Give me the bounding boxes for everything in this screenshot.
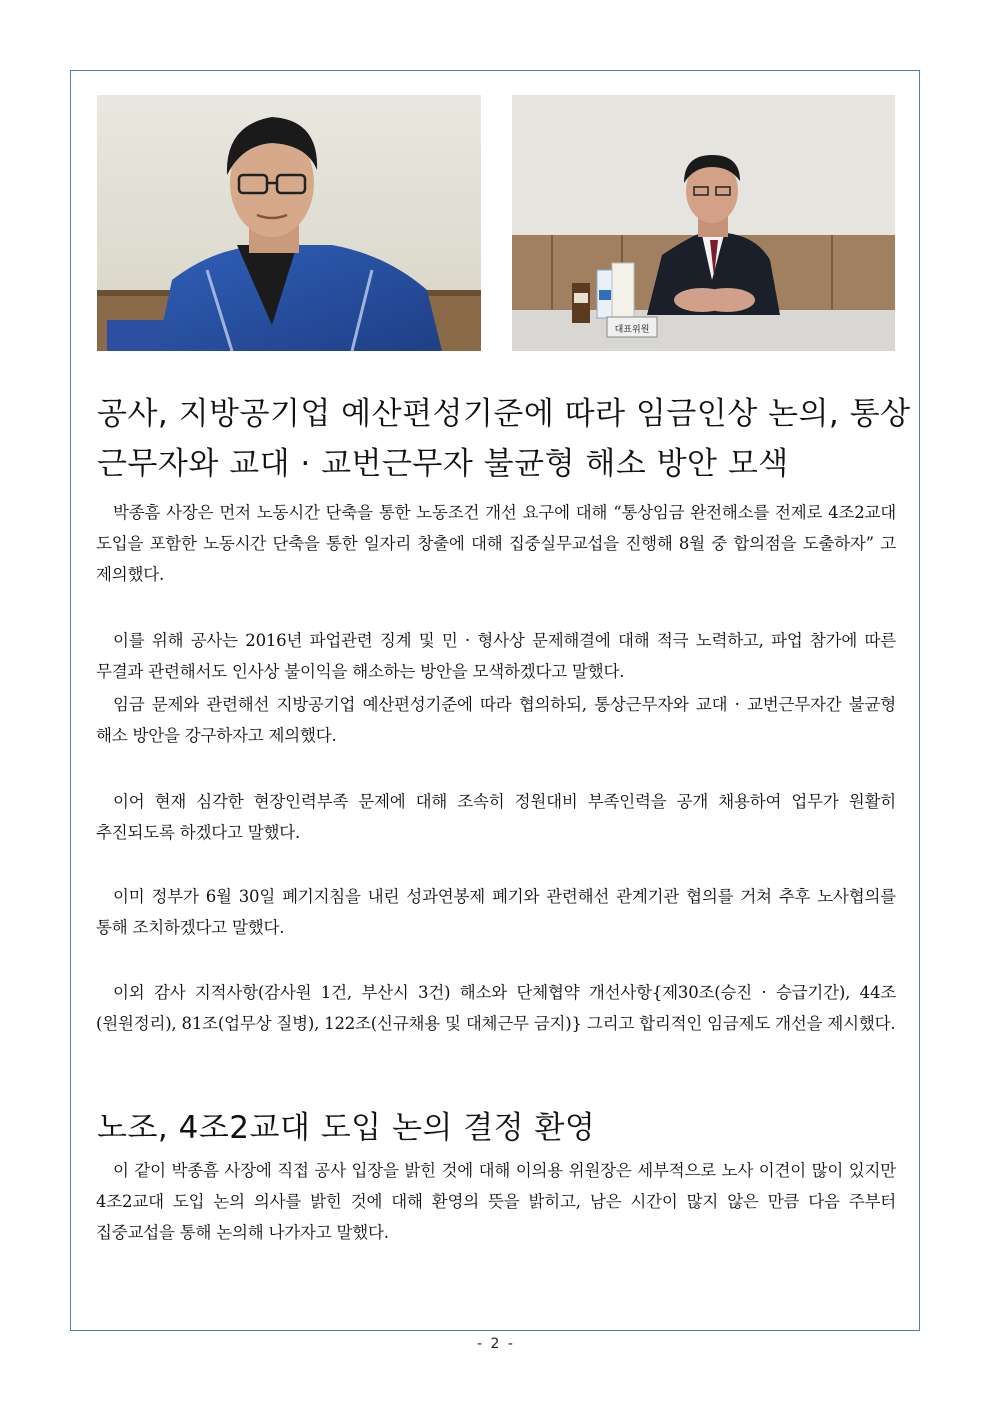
photo-company-president	[512, 95, 895, 351]
paragraph-audit-items: 이외 감사 지적사항(감사원 1건, 부산시 3건) 해소와 단체협약 개선사항{제30조(승진 · 승급기간), 44조(원원정리), 81조(업무상 질병), 122조(신규채용 및 대체근무 금지)} 그리고 합리적인 임금제도 개선을 제시했다.	[96, 983, 896, 1033]
page-number: - 2 -	[477, 1336, 515, 1352]
photo-company-president-image	[512, 95, 895, 351]
paragraph-union-response: 이 같이 박종흠 사장에 직접 공사 입장을 밝힌 것에 대해 이의용 위원장은 세부적으로 노사 이견이 많이 있지만 4조2교대 도입 논의 의사를 밝힌 것에 대해 환영의 뜻을 밝히고, 남은 시간이 많지 않은 만큼 다음 주부터 집중교섭을 통해 논의해 나가자고 말했다.	[96, 1161, 896, 1242]
paragraph-wage-issue: 임금 문제와 관련해선 지방공기업 예산편성기준에 따라 협의하되, 통상근무자와 교대 · 교번근무자간 불균형 해소 방안을 강구하자고 제의했다.	[96, 695, 896, 745]
paragraph-labor-hours: 박종흠 사장은 먼저 노동시간 단축을 통한 노동조건 개선 요구에 대해 “통상임금 완전해소를 전제로 4조2교대 도입을 포함한 노동시간 단축을 통한 일자리 창출에 대해 집중실무교섭을 진행해 8월 중 합의점을 도출하자” 고 제의했다.	[96, 503, 896, 584]
headline-union-welcome: 노조, 4조2교대 도입 논의 결정 환영	[97, 1110, 596, 1146]
paragraph-staff-shortage: 이어 현재 심각한 현장인력부족 문제에 대해 조속히 정원대비 부족인력을 공개 채용하여 업무가 원활히 추진되도록 하겠다고 말했다.	[96, 792, 896, 842]
photo-union-representative-image	[97, 95, 481, 351]
nameplate-text: 대표위원	[614, 325, 650, 335]
paragraph-strike-discipline: 이를 위해 공사는 2016년 파업관련 징계 및 민 · 형사상 문제해결에 대해 적극 노력하고, 파업 참가에 따른 무결과 관련해서도 인사상 불이익을 해소하는 방안을 모색하겠다고 말했다.	[96, 631, 896, 681]
photo-union-representative	[97, 95, 481, 351]
headline-wage-negotiation: 공사, 지방공기업 예산편성기준에 따라 임금인상 논의, 통상근무자와 교대 · 교번근무자 불균형 해소 방안 모색	[97, 396, 911, 482]
paragraph-performance-pay: 이미 정부가 6월 30일 폐기지침을 내린 성과연봉제 폐기와 관련해선 관계기관 협의를 거쳐 추후 노사협의를 통해 조치하겠다고 말했다.	[96, 887, 896, 937]
